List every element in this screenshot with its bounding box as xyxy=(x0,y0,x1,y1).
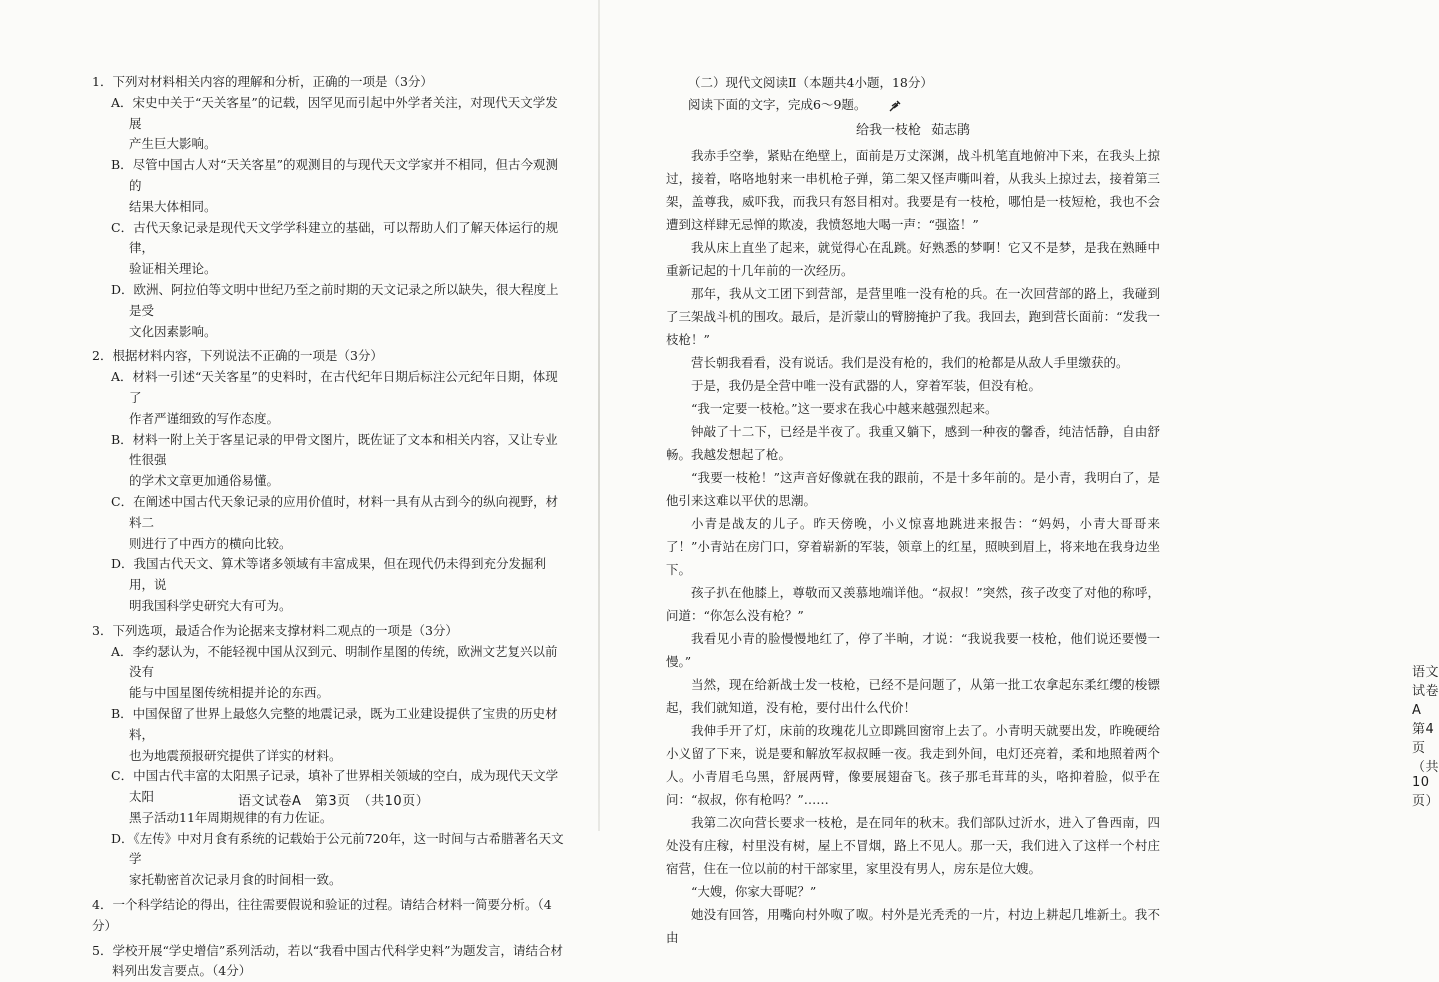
option-text: C．在阐述中国古代天象记录的应用价值时，材料一具有从古到今的纵向视野，材料二 xyxy=(111,493,559,530)
option-text: D．我国古代天文、算术等诸多领域有丰富成果，但在现代仍未得到充分发掘利用，说 xyxy=(111,556,547,593)
article-paragraph: 于是，我仍是全营中唯一没有武器的人，穿着军装，但没有枪。 xyxy=(691,378,1042,393)
question-stem: 4．一个科学结论的得出，往往需要假说和验证的过程。请结合材料一简要分析。（4分） xyxy=(92,897,552,933)
article-paragraph: 我看见小青的脸慢慢地红了，停了半晌，才说：“我说我要一枝枪，他们说还要慢一慢。” xyxy=(666,631,1160,669)
question-4 xyxy=(92,895,570,937)
option-text-continued: 的学术文章更加通俗易懂。 xyxy=(129,473,280,489)
option-text: A．材料一引述“天关客星”的史料时，在古代纪年日期后标注公元纪年日期，体现了 xyxy=(111,369,558,405)
answer-option xyxy=(90,280,570,342)
answer-option xyxy=(90,642,570,704)
right-page-footer: 语文试卷A 第4页 （共10页） xyxy=(1412,665,1439,809)
answer-option xyxy=(90,554,570,616)
article-paragraph: 当然，现在给新战士发一枝枪，已经不是问题了，从第一批工农拿起东柔红缨的梭镖起，我们就知道，没有枪，要付出什么代价！ xyxy=(666,677,1160,715)
option-text: B．中国保留了世界上最悠久完整的地震记录，既为工业建设提供了宝贵的历史材料， xyxy=(111,705,558,742)
answer-option xyxy=(90,704,570,766)
article-paragraph: 她没有回答，用嘴向村外呶了呶。村外是光秃秃的一片，村边上耕起几堆新土。我不由 xyxy=(666,907,1160,945)
article-paragraph: 我伸手开了灯，床前的玫瑰花儿立即跳回窗帘上去了。小青明天就要出发，昨晚硬给小义留了下来，说是要和解放军叔叔睡一夜。我走到外间，电灯还亮着，柔和地照着两个人。小青眉毛乌黑，舒展两臂，像要展翅奋飞。孩子那毛茸茸的头，咯抑着脸，似乎在问：“叔叔，你有枪吗？”…… xyxy=(666,723,1160,807)
article-paragraph: 那年，我从文工团下到营部，是营里唯一没有枪的兵。在一次回营部的路上，我碰到了三架战斗机的围攻。最后，是沂蒙山的臂膀掩护了我。我回去，跑到营长面前：“发我一枝枪！” xyxy=(666,286,1160,347)
question-2 xyxy=(92,346,570,616)
question-1 xyxy=(92,72,570,342)
answer-option xyxy=(90,218,570,280)
answer-option xyxy=(90,430,570,492)
answer-option xyxy=(90,492,570,554)
option-text-continued: 黑子活动11年周期规律的有力佐证。 xyxy=(129,809,333,825)
option-text-continued: 文化因素影响。 xyxy=(129,323,217,339)
option-text: A．李约瑟认为，不能轻视中国从汉到元、明制作星图的传统，欧洲文艺复兴以前没有 xyxy=(111,643,558,680)
article-author: 茹志鹃 xyxy=(931,123,971,138)
article-title: 给我一枝枪 xyxy=(855,123,921,138)
article-paragraph: “大嫂，你家大哥呢？” xyxy=(691,884,817,899)
article-paragraph: 我赤手空拳，紧贴在绝壁上，面前是万丈深渊，战斗机笔直地俯冲下来，在我头上掠过，接着，咯咯地射来一串机枪子弹，第二架又怪声嘶叫着，从我头上掠过去，接着第三架，盖尊我，威吓我，而我只有怒目相对。我要是有一枝枪，哪怕是一枝短枪，我也不会遭到这样肆无忌惮的欺凌，我愤怒地大喝一声：“强盗！” xyxy=(666,148,1160,232)
option-text: C．古代天象记录是现代天文学学科建立的基础，可以帮助人们了解天体运行的规律， xyxy=(111,219,559,256)
instruction-text: 阅读下面的文字，完成6～9题。 xyxy=(688,97,867,112)
option-text: B．材料一附上关于客星记录的甲骨文图片，既佐证了文本和相关内容，又让专业性很强 xyxy=(111,431,558,468)
option-text-continued: 产生巨大影响。 xyxy=(129,136,217,152)
right-page xyxy=(600,0,1439,945)
question-stem: 1．下列对材料相关内容的理解和分析，正确的一项是（3分） xyxy=(92,74,433,89)
left-page-footer: 语文试卷A 第3页 （共10页） xyxy=(238,794,430,809)
pen-mark-icon xyxy=(888,99,902,113)
reading-instruction xyxy=(666,94,1160,116)
option-text: A．宋史中关于“天关客星”的记载，因罕见而引起中外学者关注，对现代天文学发展 xyxy=(111,94,558,131)
option-text-continued: 结果大体相同。 xyxy=(129,198,217,214)
option-text-continued: 也为地震预报研究提供了详实的材料。 xyxy=(129,747,342,763)
section-title: （二）现代文阅读Ⅱ（本题共4小题，18分） xyxy=(688,75,933,90)
option-text: D．欧洲、阿拉伯等文明中世纪乃至之前时期的天文记录之所以缺失，很大程度上是受 xyxy=(111,281,559,318)
option-text-continued: 明我国科学史研究大有可为。 xyxy=(129,597,292,613)
question-stem: 5．学校开展“学史增信”系列活动，若以“我看中国古代科学史料”为题发言，请结合材 xyxy=(92,942,564,958)
question-5 xyxy=(92,941,570,982)
answer-option xyxy=(90,155,570,217)
article-paragraph: 我第二次向营长要求一枝枪，是在同年的秋末。我们部队过沂水，进入了鲁西南，四处没有庄稼，村里没有树，屋上不冒烟，路上不见人。那一天，我们进入了这样一个村庄宿营，住在一位以前的村干部家里，家里没有男人，房东是位大嫂。 xyxy=(666,815,1160,876)
article-body xyxy=(666,144,1160,949)
answer-option xyxy=(90,367,570,429)
question-list xyxy=(92,72,570,982)
article-title-line xyxy=(666,118,1160,144)
option-text: B．尽管中国古人对“天关客星”的观测目的与现代天文学家并不相同，但古今观测的 xyxy=(111,157,558,193)
article-paragraph: 小青是战友的儿子。昨天傍晚，小义惊喜地跳进来报告：“妈妈，小青大哥哥来了！”小青站在房门口，穿着崭新的军装，领章上的红星，照映到眉上，将来地在我身边坐下。 xyxy=(666,516,1160,577)
option-text-continued: 家托勒密首次记录月食的时间相一致。 xyxy=(129,872,342,888)
option-text-continued: 验证相关理论。 xyxy=(129,261,217,277)
option-text-continued: 能与中国星图传统相提并论的东西。 xyxy=(129,685,330,701)
option-text-continued: 则进行了中西方的横向比较。 xyxy=(129,535,292,551)
article-paragraph: “我一定要一枝枪。”这一要求在我心中越来越强烈起来。 xyxy=(691,401,998,416)
article-paragraph: “我要一枝枪！”这声音好像就在我的跟前，不是十多年前的。是小青，我明白了，是他引来这难以平伏的思潮。 xyxy=(666,470,1160,508)
article-paragraph: 我从床上直坐了起来，就觉得心在乱跳。好熟悉的梦啊！它又不是梦，是我在熟睡中重新记起的十几年前的一次经历。 xyxy=(666,240,1160,278)
article-paragraph: 孩子扒在他膝上，尊敬而又羡慕地端详他。“叔叔！”突然，孩子改变了对他的称呼，问道：“你怎么没有枪？” xyxy=(666,585,1160,623)
option-text-continued: 作者严谨细致的写作态度。 xyxy=(129,410,280,426)
option-text: C．中国古代丰富的太阳黑子记录，填补了世界相关领域的空白，成为现代天文学太阳 xyxy=(111,768,559,805)
question-stem: 2．根据材料内容，下列说法不正确的一项是（3分） xyxy=(92,348,383,364)
question-stem: 3．下列选项，最适合作为论据来支撑材料二观点的一项是（3分） xyxy=(92,622,458,638)
question-3 xyxy=(92,621,570,891)
question-stem-continued: 料列出发言要点。（4分） xyxy=(112,963,252,979)
article-paragraph: 钟敲了十二下，已经是半夜了。我重又躺下，感到一种夜的馨香，纯洁恬静，自由舒畅。我越发想起了枪。 xyxy=(666,424,1160,462)
left-page xyxy=(0,0,600,979)
option-text: D．《左传》中对月食有系统的记载始于公元前720年，这一时间与古希腊著名天文学 xyxy=(111,830,564,867)
answer-option xyxy=(90,93,570,155)
article-paragraph: 营长朝我看看，没有说话。我们是没有枪的，我们的枪都是从敌人手里缴获的。 xyxy=(691,355,1129,370)
answer-option xyxy=(90,829,570,891)
